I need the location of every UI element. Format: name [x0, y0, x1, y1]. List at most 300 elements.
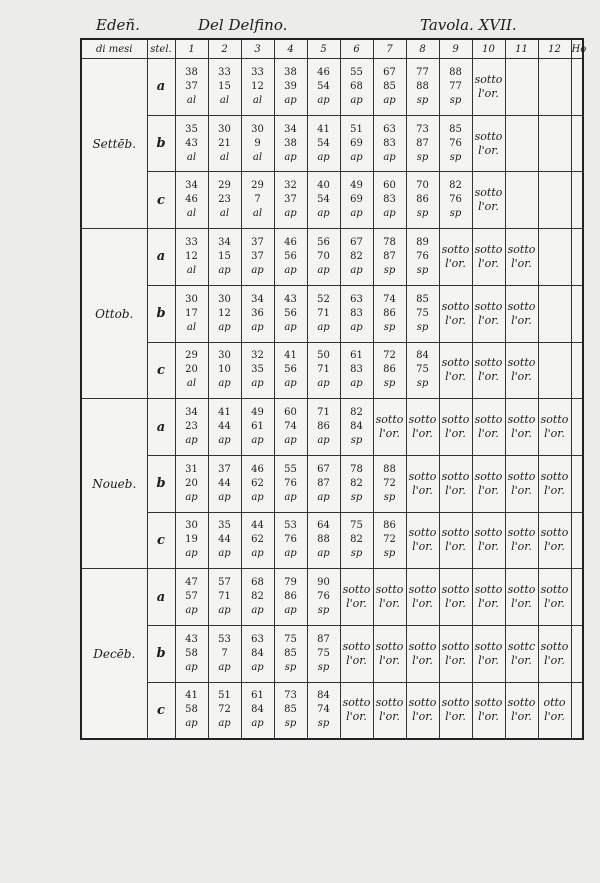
cell-value: ap [218, 435, 231, 447]
cell-value: 30 [218, 350, 231, 362]
cell-value: 55 [350, 66, 363, 78]
cell-value: sp [416, 321, 429, 333]
cell-value: 39 [284, 80, 297, 92]
table-row [81, 512, 583, 569]
below-horizon-text: sotto [474, 696, 503, 710]
table-cell [241, 229, 274, 286]
table-cell [373, 512, 406, 569]
star-letter: c [147, 342, 175, 399]
table-cell [208, 59, 241, 116]
below-horizon-text: sotto [441, 242, 470, 256]
cell-value: 46 [317, 66, 330, 78]
running-head-title: Del Delfino. [198, 16, 288, 34]
below-horizon-text: l'or. [478, 540, 499, 554]
table-cell [274, 682, 307, 739]
cell-value: 76 [317, 591, 330, 603]
cell-value: 20 [185, 364, 198, 376]
table-cell [274, 229, 307, 286]
table-cell [373, 569, 406, 626]
table-cell [505, 229, 538, 286]
below-horizon-text: l'or. [445, 483, 466, 497]
cell-value: 90 [317, 577, 330, 589]
header-months: di mesi [81, 39, 147, 59]
below-horizon-text: sotto [342, 583, 371, 597]
below-horizon-text: l'or. [445, 313, 466, 327]
table-cell [439, 115, 472, 172]
cell-value: 56 [317, 236, 330, 248]
cell-value: ap [185, 491, 198, 503]
table-cell [373, 626, 406, 683]
cell-value: 34 [185, 407, 198, 419]
cell-value: 38 [284, 66, 297, 78]
table-cell [274, 626, 307, 683]
table-row [81, 399, 583, 456]
cell-value: 71 [218, 591, 231, 603]
table-cell [241, 59, 274, 116]
cell-value: 84 [251, 704, 264, 716]
cell-value: 67 [350, 236, 363, 248]
cell-value: ap [251, 605, 264, 617]
table-cell [274, 115, 307, 172]
cell-value: 76 [449, 194, 462, 206]
cell-value: 61 [251, 690, 264, 702]
table-row [81, 59, 583, 116]
cell-value: ap [350, 378, 363, 390]
below-horizon-text: sotto [540, 526, 569, 540]
below-horizon-text: l'or. [511, 370, 532, 384]
table-cell [340, 682, 373, 739]
star-letter: b [147, 115, 175, 172]
cell-value: sp [383, 548, 396, 560]
header-hour: 5 [307, 39, 340, 59]
cell-value: 29 [185, 350, 198, 362]
cell-value: 58 [185, 704, 198, 716]
cell-value: 34 [251, 293, 264, 305]
cell-value: 54 [317, 137, 330, 149]
cell-value: al [252, 151, 263, 163]
cell-value: sp [449, 208, 462, 220]
cell-value: 57 [218, 577, 231, 589]
cell-value: 82 [350, 250, 363, 262]
cell-value: ap [185, 435, 198, 447]
table-cell [538, 172, 571, 229]
table-cell [505, 285, 538, 342]
header-hour: 4 [274, 39, 307, 59]
cell-value: ap [350, 94, 363, 106]
table-cell [538, 229, 571, 286]
table-row [81, 455, 583, 512]
cell-value: ap [317, 321, 330, 333]
below-horizon-text: l'or. [346, 653, 367, 667]
below-horizon-text: sotto [441, 639, 470, 653]
below-horizon-text: sotto [474, 129, 503, 143]
below-horizon-text: sotto [507, 696, 536, 710]
below-horizon-text: sotto [474, 413, 503, 427]
cell-value: 69 [350, 137, 363, 149]
table-cell [373, 59, 406, 116]
cell-value: 12 [185, 250, 198, 262]
below-horizon-text: sotto [441, 299, 470, 313]
cell-value: 23 [185, 421, 198, 433]
cell-value: 76 [284, 534, 297, 546]
cell-value: 37 [185, 80, 198, 92]
table-cell [472, 59, 505, 116]
cell-value: 72 [383, 350, 396, 362]
cell-value: 43 [284, 293, 297, 305]
header-hour: 3 [241, 39, 274, 59]
table-cell [538, 569, 571, 626]
table-cell [439, 682, 472, 739]
table-cell [505, 512, 538, 569]
cell-value: 86 [284, 591, 297, 603]
ho-cell [571, 172, 583, 229]
table-cell [505, 455, 538, 512]
table-cell [307, 229, 340, 286]
cell-value: sp [416, 94, 429, 106]
below-horizon-text: sotto [441, 526, 470, 540]
table-cell [439, 342, 472, 399]
table-cell [340, 115, 373, 172]
table-row [81, 569, 583, 626]
table-cell [175, 399, 208, 456]
cell-value: 87 [383, 250, 396, 262]
cell-value: ap [251, 321, 264, 333]
cell-value: ap [218, 661, 231, 673]
cell-value: 55 [284, 463, 297, 475]
cell-value: sp [350, 435, 363, 447]
cell-value: 72 [383, 534, 396, 546]
cell-value: 70 [416, 180, 429, 192]
table-cell [208, 455, 241, 512]
cell-value: sp [383, 491, 396, 503]
cell-value: 85 [416, 293, 429, 305]
ho-cell [571, 399, 583, 456]
below-horizon-text: l'or. [412, 710, 433, 724]
below-horizon-text: l'or. [412, 483, 433, 497]
cell-value: 51 [218, 690, 231, 702]
below-horizon-text: l'or. [445, 256, 466, 270]
table-cell [439, 455, 472, 512]
cell-value: 41 [284, 350, 297, 362]
table-cell [175, 342, 208, 399]
table-cell [538, 342, 571, 399]
below-horizon-text: sotto [507, 413, 536, 427]
cell-value: 76 [449, 137, 462, 149]
table-cell [307, 115, 340, 172]
cell-value: 9 [254, 137, 261, 149]
below-horizon-text: l'or. [445, 540, 466, 554]
below-horizon-text: l'or. [544, 427, 565, 441]
table-cell [439, 229, 472, 286]
below-horizon-text: sotto [441, 583, 470, 597]
cell-value: 29 [251, 180, 264, 192]
cell-value: 56 [284, 307, 297, 319]
cell-value: 77 [416, 66, 429, 78]
below-horizon-text: sotto [474, 583, 503, 597]
below-horizon-text: l'or. [544, 597, 565, 611]
cell-value: 12 [251, 80, 264, 92]
table-row [81, 229, 583, 286]
table-cell [472, 172, 505, 229]
table-cell [241, 626, 274, 683]
table-cell [472, 455, 505, 512]
cell-value: ap [251, 378, 264, 390]
cell-value: ap [284, 605, 297, 617]
below-horizon-text: l'or. [478, 597, 499, 611]
cell-value: 67 [383, 66, 396, 78]
below-horizon-text: l'or. [445, 427, 466, 441]
table-cell [241, 342, 274, 399]
cell-value: 44 [218, 421, 231, 433]
cell-value: ap [317, 435, 330, 447]
header-hour: 11 [505, 39, 538, 59]
table-cell [538, 59, 571, 116]
below-horizon-text: l'or. [412, 427, 433, 441]
table-cell [505, 569, 538, 626]
cell-value: 60 [284, 407, 297, 419]
cell-value: ap [317, 491, 330, 503]
below-horizon-text: otto [543, 696, 566, 710]
cell-value: sp [284, 661, 297, 673]
below-horizon-text: sottc [507, 639, 536, 653]
cell-value: 34 [218, 236, 231, 248]
cell-value: 58 [185, 647, 198, 659]
below-horizon-text: l'or. [544, 540, 565, 554]
table-cell [340, 172, 373, 229]
running-head-left: Edeñ. [96, 16, 140, 34]
cell-value: ap [218, 321, 231, 333]
ho-cell [571, 682, 583, 739]
cell-value: 85 [284, 704, 297, 716]
cell-value: 46 [284, 236, 297, 248]
table-row [81, 342, 583, 399]
cell-value: 7 [221, 647, 228, 659]
cell-value: 30 [251, 123, 264, 135]
table-cell [406, 399, 439, 456]
cell-value: sp [317, 605, 330, 617]
cell-value: 54 [317, 194, 330, 206]
ho-cell [571, 569, 583, 626]
table-cell [175, 569, 208, 626]
cell-value: 88 [416, 80, 429, 92]
table-cell [538, 512, 571, 569]
cell-value: 33 [251, 66, 264, 78]
cell-value: ap [284, 378, 297, 390]
cell-value: sp [284, 718, 297, 730]
cell-value: 49 [350, 180, 363, 192]
cell-value: 37 [251, 250, 264, 262]
header-hour: 8 [406, 39, 439, 59]
below-horizon-text: l'or. [379, 710, 400, 724]
table-row [81, 682, 583, 739]
table-cell [505, 59, 538, 116]
below-horizon-text: sotto [342, 696, 371, 710]
header-hour: 10 [472, 39, 505, 59]
cell-value: ap [218, 605, 231, 617]
below-horizon-text: l'or. [544, 653, 565, 667]
below-horizon-text: l'or. [346, 710, 367, 724]
table-cell [340, 512, 373, 569]
table-cell [472, 399, 505, 456]
cell-value: 85 [449, 123, 462, 135]
star-letter: b [147, 626, 175, 683]
header-hour: 2 [208, 39, 241, 59]
cell-value: 41 [218, 407, 231, 419]
cell-value: 82 [350, 407, 363, 419]
cell-value: 33 [218, 66, 231, 78]
header-hour: 7 [373, 39, 406, 59]
cell-value: sp [383, 264, 396, 276]
below-horizon-text: l'or. [478, 427, 499, 441]
below-horizon-text: sotto [375, 696, 404, 710]
cell-value: sp [317, 718, 330, 730]
table-cell [208, 342, 241, 399]
below-horizon-text: l'or. [379, 427, 400, 441]
table-cell [340, 455, 373, 512]
table-cell [274, 512, 307, 569]
table-cell [373, 285, 406, 342]
table-cell [505, 682, 538, 739]
cell-value: al [186, 264, 197, 276]
cell-value: 61 [350, 350, 363, 362]
below-horizon-text: l'or. [478, 200, 499, 214]
table-cell [340, 342, 373, 399]
table-cell [472, 342, 505, 399]
below-horizon-text: sotto [375, 639, 404, 653]
table-number: Tavola. XVII. [420, 16, 517, 34]
table-cell [274, 342, 307, 399]
cell-value: ap [218, 378, 231, 390]
below-horizon-text: l'or. [478, 370, 499, 384]
table-cell [241, 512, 274, 569]
cell-value: 32 [251, 350, 264, 362]
table-row [81, 172, 583, 229]
cell-value: 83 [350, 364, 363, 376]
cell-value: al [252, 94, 263, 106]
below-horizon-text: l'or. [379, 653, 400, 667]
cell-value: sp [350, 548, 363, 560]
cell-value: sp [350, 491, 363, 503]
cell-value: sp [416, 151, 429, 163]
below-horizon-text: sotto [540, 413, 569, 427]
below-horizon-text: l'or. [445, 370, 466, 384]
cell-value: ap [251, 491, 264, 503]
cell-value: 62 [251, 477, 264, 489]
cell-value: 88 [317, 534, 330, 546]
cell-value: sp [449, 94, 462, 106]
table-cell [208, 569, 241, 626]
cell-value: al [219, 208, 230, 220]
cell-value: 63 [251, 633, 264, 645]
star-letter: b [147, 455, 175, 512]
below-horizon-text: l'or. [412, 653, 433, 667]
table-cell [175, 455, 208, 512]
cell-value: ap [383, 208, 396, 220]
cell-value: 86 [383, 307, 396, 319]
cell-value: 83 [350, 307, 363, 319]
star-letter: a [147, 399, 175, 456]
cell-value: 49 [251, 407, 264, 419]
cell-value: ap [185, 548, 198, 560]
cell-value: 37 [218, 463, 231, 475]
cell-value: 82 [251, 591, 264, 603]
cell-value: ap [383, 151, 396, 163]
ephemeris-table [80, 38, 587, 740]
cell-value: 30 [218, 293, 231, 305]
table-cell [373, 682, 406, 739]
header-hour: 9 [439, 39, 472, 59]
cell-value: sp [383, 378, 396, 390]
cell-value: ap [317, 264, 330, 276]
table-cell [307, 512, 340, 569]
below-horizon-text: l'or. [346, 597, 367, 611]
star-letter: c [147, 682, 175, 739]
below-horizon-text: sotto [540, 583, 569, 597]
cell-value: ap [218, 264, 231, 276]
table-cell [175, 626, 208, 683]
star-letter: a [147, 229, 175, 286]
cell-value: sp [449, 151, 462, 163]
cell-value: 43 [185, 633, 198, 645]
cell-value: al [186, 321, 197, 333]
ho-cell [571, 115, 583, 172]
cell-value: 84 [317, 690, 330, 702]
table-cell [241, 115, 274, 172]
table-cell [307, 569, 340, 626]
cell-value: sp [317, 661, 330, 673]
cell-value: ap [185, 605, 198, 617]
cell-value: 86 [383, 364, 396, 376]
table-cell [340, 626, 373, 683]
table-cell [439, 626, 472, 683]
cell-value: 44 [218, 477, 231, 489]
cell-value: sp [416, 378, 429, 390]
below-horizon-text: sotto [474, 469, 503, 483]
below-horizon-text: sotto [408, 696, 437, 710]
cell-value: al [219, 94, 230, 106]
cell-value: ap [317, 208, 330, 220]
cell-value: 15 [218, 250, 231, 262]
table-cell [406, 285, 439, 342]
cell-value: sp [416, 208, 429, 220]
table-cell [406, 455, 439, 512]
table-cell [307, 626, 340, 683]
table-cell [307, 172, 340, 229]
below-horizon-text: sotto [507, 242, 536, 256]
cell-value: ap [218, 548, 231, 560]
cell-value: ap [317, 94, 330, 106]
cell-value: 54 [317, 80, 330, 92]
below-horizon-text: sotto [441, 413, 470, 427]
star-letter: c [147, 172, 175, 229]
cell-value: 74 [317, 704, 330, 716]
cell-value: 19 [185, 534, 198, 546]
table-cell [505, 172, 538, 229]
cell-value: 78 [350, 463, 363, 475]
below-horizon-text: sotto [474, 356, 503, 370]
table-cell [538, 682, 571, 739]
below-horizon-text: sotto [375, 413, 404, 427]
cell-value: 12 [218, 307, 231, 319]
cell-value: 87 [416, 137, 429, 149]
table-cell [373, 172, 406, 229]
table-cell [472, 569, 505, 626]
table-cell [307, 285, 340, 342]
star-letter: a [147, 569, 175, 626]
cell-value: ap [284, 264, 297, 276]
cell-value: 76 [416, 250, 429, 262]
below-horizon-text: l'or. [412, 540, 433, 554]
